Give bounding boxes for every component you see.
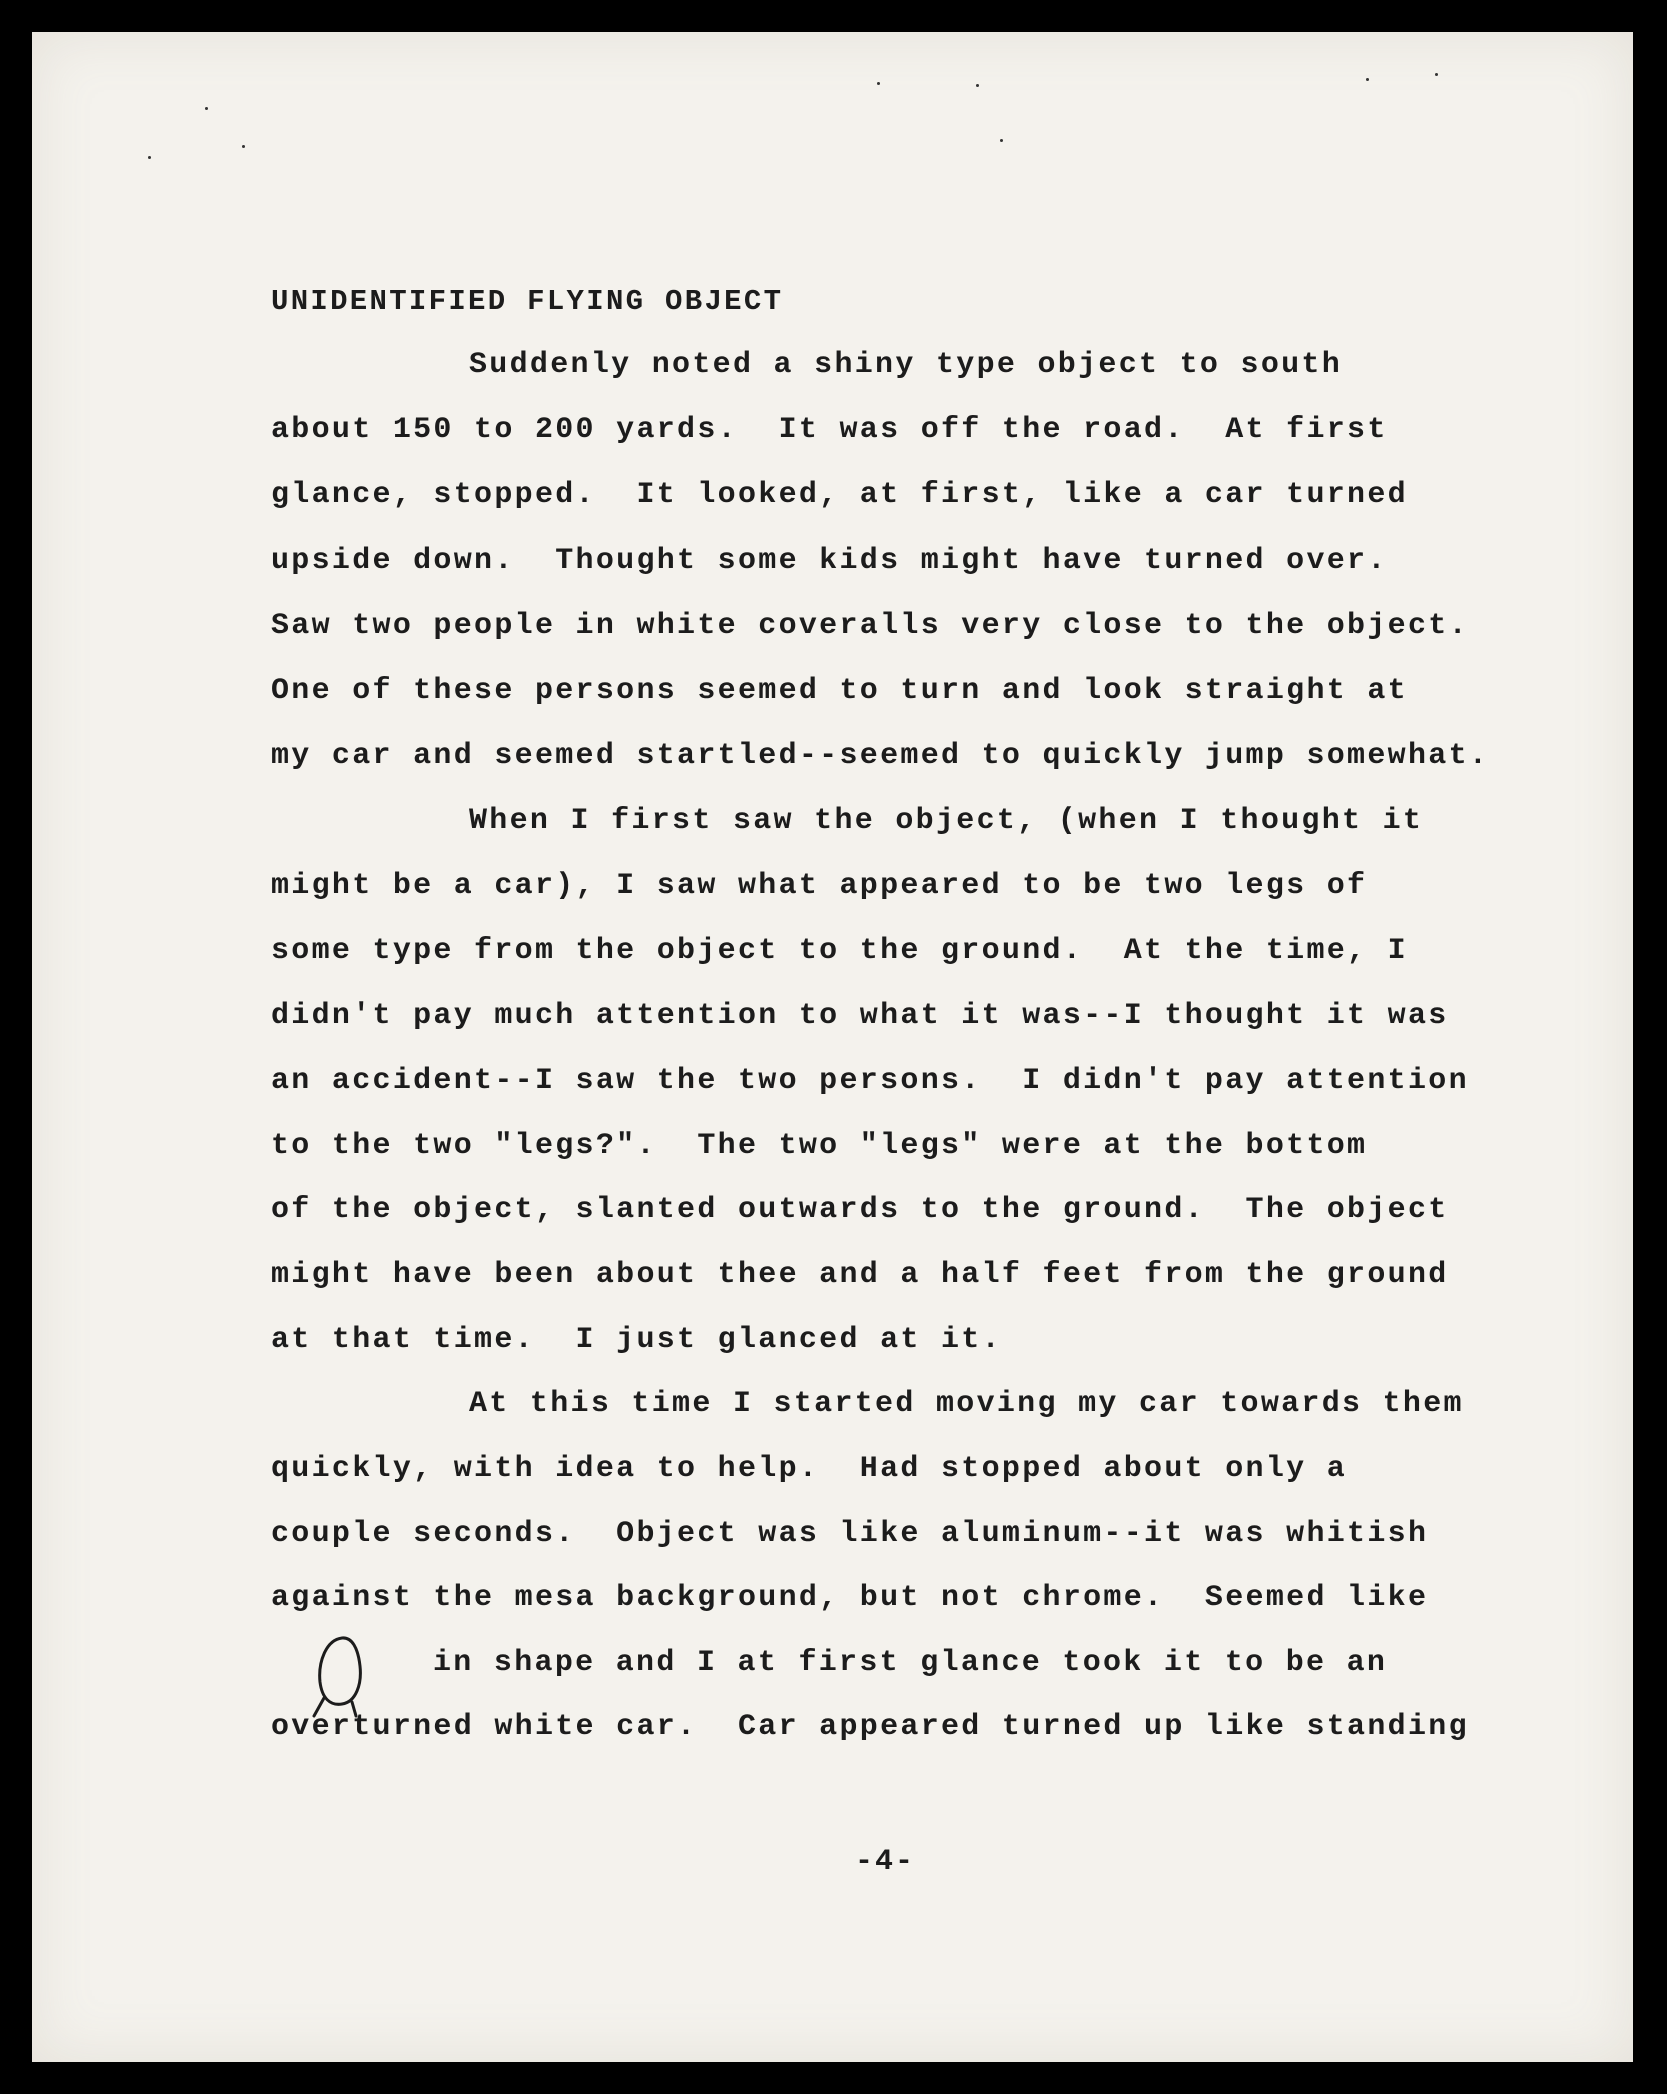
text-line: against the mesa background, but not chrome. Seemed like (271, 1581, 1429, 1615)
text-line: glance, stopped. It looked, at first, like a car turned (271, 478, 1408, 512)
speck (148, 156, 151, 159)
text-line: couple seconds. Object was like aluminum--it was whitish (271, 1517, 1429, 1551)
speck (877, 82, 880, 85)
page-number: -4- (855, 1845, 916, 1879)
text-line: didn't pay much attention to what it was--I thought it was (271, 999, 1449, 1033)
speck (1435, 73, 1438, 76)
text-line: overturned white car. Car appeared turned up like standing (271, 1710, 1469, 1744)
text-line: might be a car), I saw what appeared to be two legs of (271, 869, 1368, 903)
speck (1366, 78, 1369, 81)
text-line: might have been about thee and a half feet from the ground (271, 1258, 1449, 1292)
text-line: When I first saw the object, (when I thought it (469, 804, 1424, 838)
speck (205, 107, 208, 110)
text-line: Suddenly noted a shiny type object to south (469, 348, 1343, 382)
text-line: upside down. Thought some kids might have turned over. (271, 544, 1388, 578)
text-line: an accident--I saw the two persons. I didn't pay attention (271, 1064, 1469, 1098)
text-line: One of these persons seemed to turn and look straight at (271, 674, 1408, 708)
text-line: of the object, slanted outwards to the ground. The object (271, 1193, 1449, 1227)
text-line: Saw two people in white coveralls very close to the object. (271, 609, 1469, 643)
text-line: at that time. I just glanced at it. (271, 1323, 1002, 1357)
text-line: my car and seemed startled--seemed to quickly jump somewhat. (271, 739, 1490, 773)
text-line: At this time I started moving my car towards them (469, 1387, 1464, 1421)
text-line: in shape and I at first glance took it to be an (433, 1646, 1388, 1680)
document-page (32, 32, 1633, 2062)
hand-drawn-shape-icon (304, 1632, 376, 1718)
document-title: UNIDENTIFIED FLYING OBJECT (271, 285, 784, 318)
speck (1000, 139, 1003, 142)
text-line: quickly, with idea to help. Had stopped about only a (271, 1452, 1348, 1486)
speck (242, 145, 245, 148)
text-line: about 150 to 200 yards. It was off the road. At first (271, 413, 1388, 447)
text-line: to the two "legs?". The two "legs" were at the bottom (271, 1129, 1368, 1163)
text-line: some type from the object to the ground. At the time, I (271, 934, 1408, 968)
speck (976, 84, 979, 87)
